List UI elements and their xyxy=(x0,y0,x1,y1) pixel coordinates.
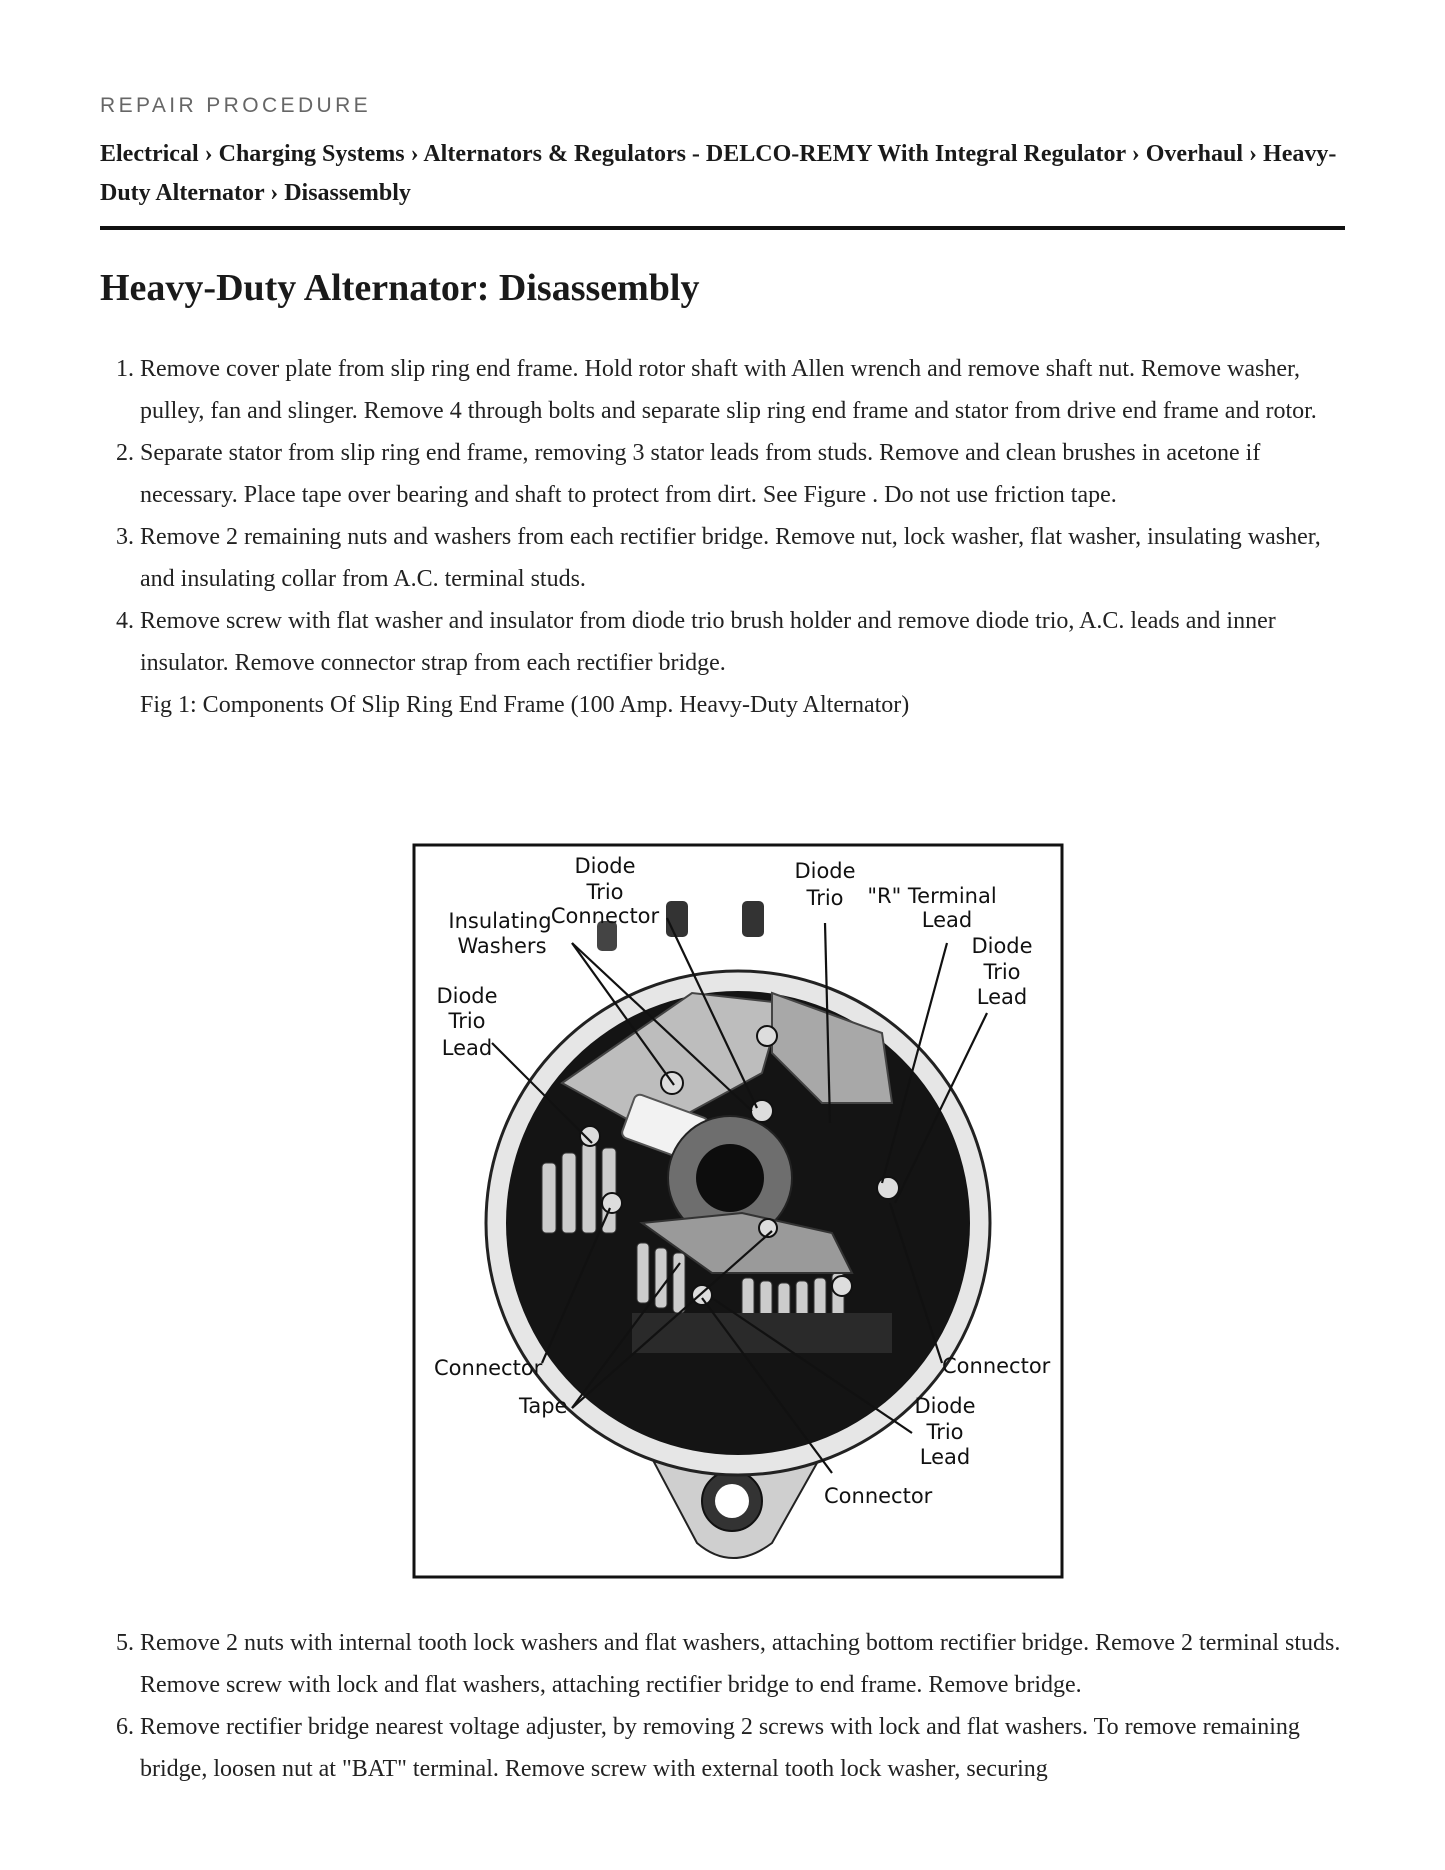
breadcrumb-item-charging-systems[interactable]: Charging Systems xyxy=(218,141,405,167)
label-r-terminal-lead-line2: Lead xyxy=(921,908,973,932)
breadcrumb-separator: › xyxy=(410,141,419,167)
svg-text:Trio xyxy=(585,880,623,904)
label-diode-trio-lead-bottom-line3: Lead xyxy=(919,1445,971,1469)
page-title: Heavy-Duty Alternator: Disassembly xyxy=(100,267,700,309)
breadcrumb-item-alternators-regulators[interactable]: Alternators & Regulators - DELCO-REMY With Integral Regulator xyxy=(423,141,1126,167)
svg-text:Lead xyxy=(977,985,1027,1009)
breadcrumb-item-disassembly[interactable]: Disassembly xyxy=(284,180,411,206)
svg-text:Lead xyxy=(922,908,972,932)
svg-text:Diode xyxy=(574,854,635,878)
label-diode-trio-lead-left-line2: Trio xyxy=(448,1009,486,1033)
label-tape: Tape xyxy=(519,1394,568,1418)
step-item: 5. Remove 2 nuts with internal tooth lock washers and flat washers, attaching bottom rectifier bridge. Remove 2 terminal studs. Remove screw with lock and flat washers, attaching rectifier bridge to end frame. Remove bridge. xyxy=(140,1622,1345,1706)
label-insulating-washers: Insulating xyxy=(448,909,552,933)
svg-text:Trio xyxy=(982,960,1020,984)
label-connector-right: Connector xyxy=(942,1354,1051,1378)
label-diode-trio-connector-line3: Connector xyxy=(550,904,660,928)
step-item xyxy=(140,600,1345,726)
svg-text:Connector xyxy=(551,904,660,928)
label-diode-trio-connector: Diode xyxy=(574,854,636,878)
header-divider xyxy=(100,226,1345,230)
slip-ring-end-frame-figure xyxy=(412,843,1064,1579)
breadcrumb-separator: › xyxy=(204,141,213,167)
svg-text:Tape xyxy=(518,1394,567,1418)
label-connector-bottom: Connector xyxy=(824,1484,933,1508)
svg-text:Trio xyxy=(925,1420,963,1444)
label-diode-trio-lead-right-line2: Trio xyxy=(983,960,1021,984)
label-diode-trio-top-line2: Trio xyxy=(806,886,844,910)
figure-caption: Fig 1: Components Of Slip Ring End Frame (100 Amp. Heavy-Duty Alternator) xyxy=(140,692,910,718)
svg-text:Lead xyxy=(442,1036,492,1060)
step-item: 2. Separate stator from slip ring end frame, removing 3 stator leads from studs. Remove and clean brushes in acetone if necessary. Place tape over bearing and shaft to protect from dirt. See Figure . Do not use friction tape. xyxy=(140,432,1345,516)
svg-text:Trio xyxy=(447,1009,485,1033)
procedure-steps xyxy=(100,348,1345,726)
label-insulating-washers-line2: Washers xyxy=(457,934,547,958)
breadcrumb xyxy=(100,135,1345,213)
label-diode-trio-top: Diode xyxy=(794,859,856,883)
step-item: 3. Remove 2 remaining nuts and washers from each rectifier bridge. Remove nut, lock washer, flat washer, insulating washer, and insulating collar from A.C. terminal studs. xyxy=(140,516,1345,600)
svg-text:Diode xyxy=(971,934,1032,958)
label-diode-trio-lead-right: Diode xyxy=(971,934,1033,958)
label-diode-trio-lead-left: Diode xyxy=(436,984,498,1008)
section-kicker: REPAIR PROCEDURE xyxy=(100,94,372,117)
svg-text:Washers xyxy=(457,934,546,958)
svg-text:"R" Terminal xyxy=(867,884,996,908)
label-diode-trio-lead-right-line3: Lead xyxy=(976,985,1028,1009)
svg-text:Trio xyxy=(805,886,843,910)
svg-text:Diode xyxy=(794,859,855,883)
label-diode-trio-lead-bottom: Diode xyxy=(914,1394,976,1418)
label-diode-trio-connector-line2: Trio xyxy=(586,880,624,904)
label-connector-left: Connector xyxy=(434,1356,543,1380)
step-item: 1. Remove cover plate from slip ring end frame. Hold rotor shaft with Allen wrench and remove shaft nut. Remove washer, pulley, fan and slinger. Remove 4 through bolts and separate slip ring end frame and stator from drive end frame and rotor. xyxy=(140,348,1345,432)
svg-text:Connector xyxy=(434,1356,543,1380)
svg-text:Lead xyxy=(920,1445,970,1469)
svg-text:Insulating xyxy=(448,909,551,933)
breadcrumb-separator: › xyxy=(270,180,279,206)
breadcrumb-separator: › xyxy=(1131,141,1140,167)
label-diode-trio-lead-left-line3: Lead xyxy=(441,1036,493,1060)
svg-text:Connector xyxy=(824,1484,933,1508)
label-r-terminal-lead: "R" Terminal xyxy=(867,884,997,908)
breadcrumb-item-electrical[interactable]: Electrical xyxy=(100,141,199,167)
breadcrumb-item-overhaul[interactable]: Overhaul xyxy=(1145,141,1244,167)
step-item: 6. Remove rectifier bridge nearest voltage adjuster, by removing 2 screws with lock and flat washers. To remove remaining bridge, loosen nut at "BAT" terminal. Remove screw with external tooth lock washer, securing xyxy=(140,1706,1345,1790)
procedure-steps-continued xyxy=(100,1622,1345,1790)
step-text: Remove screw with flat washer and insulator from diode trio brush holder and remove diode trio, A.C. leads and inner insulator. Remove connector strap from each rectifier bridge. xyxy=(140,608,1276,676)
breadcrumb-item-heavy-duty-alternator[interactable]: Heavy-Duty Alternator xyxy=(100,141,1337,206)
svg-text:Connector xyxy=(942,1354,1051,1378)
svg-text:Diode xyxy=(436,984,497,1008)
breadcrumb-separator: › xyxy=(1249,141,1258,167)
label-diode-trio-lead-bottom-line2: Trio xyxy=(926,1420,964,1444)
svg-text:Diode xyxy=(914,1394,975,1418)
